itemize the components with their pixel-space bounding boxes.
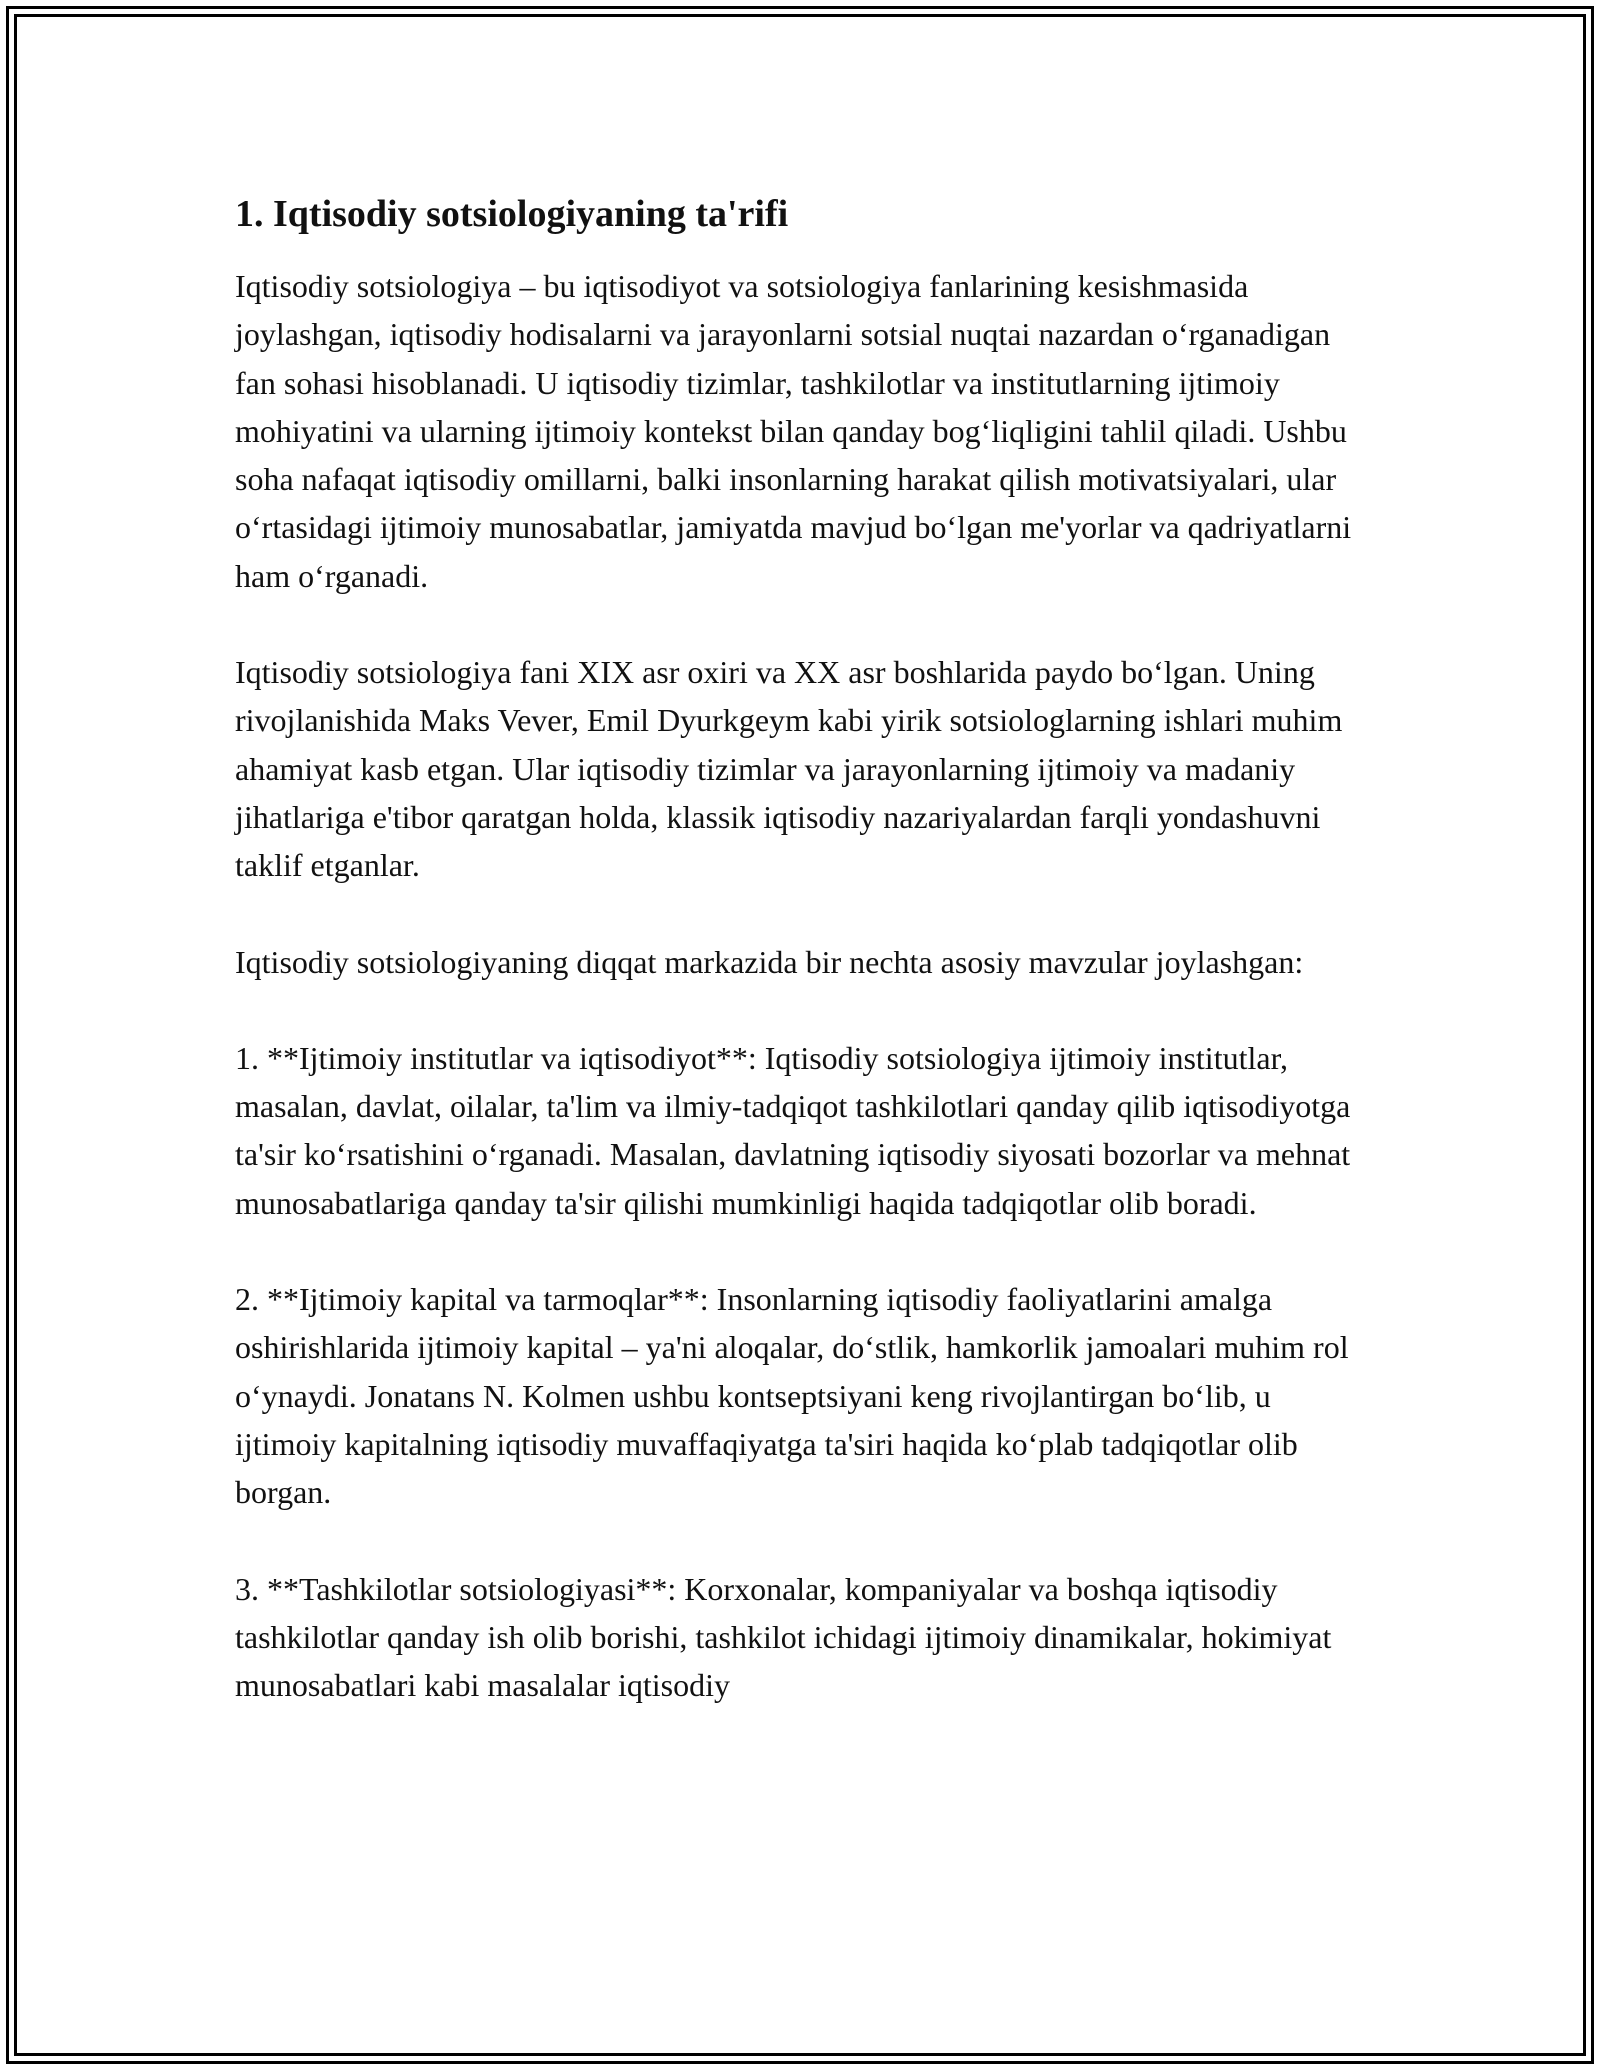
document-body (235, 188, 1365, 1757)
paragraph-history: Iqtisodiy sotsiologiya fani XIX asr oxiri va XX asr boshlarida paydo bo‘lgan. Uning rivojlanishida Maks Vever, Emil Dyurkgeym kabi yirik sotsiologlarning ishlari muhim ahamiyat kasb etgan. Ular iqtisodiy tizimlar va jarayonlarning ijtimoiy va madaniy jihatlariga e'tibor qaratgan holda, klassik iqtisodiy nazariyalardan farqli yondashuvni taklif etganlar. (235, 654, 1343, 884)
paragraph-definition: Iqtisodiy sotsiologiya – bu iqtisodiyot va sotsiologiya fanlarining kesishmasida joylashgan, iqtisodiy hodisalarni va jarayonlarni sotsial nuqtai nazardan o‘rganadigan fan sohasi hisoblanadi. U iqtisodiy tizimlar, tashkilotlar va institutlarning ijtimoiy mohiyatini va ularning ijtimoiy kontekst bilan qanday bog‘liqligini tahlil qiladi. Ushbu soha nafaqat iqtisodiy omillarni, balki insonlarning harakat qilish motivatsiyalari, ular o‘rtasidagi ijtimoiy munosabatlar, jamiyatda mavjud bo‘lgan me'yorlar va qadriyatlarni ham o‘rganadi. (235, 268, 1352, 594)
paragraph-topics-intro: Iqtisodiy sotsiologiyaning diqqat markazida bir nechta asosiy mavzular joylashgan: (235, 943, 1304, 980)
list-item-organizations: 3. **Tashkilotlar sotsiologiyasi**: Korxonalar, kompaniyalar va boshqa iqtisodiy tashkilotlar qanday ish olib borishi, tashkilot ichidagi ijtimoiy dinamikalar, hokimiyat munosabatlari kabi masalalar iqtisodiy (235, 1570, 1332, 1704)
list-item-institutions: 1. **Ijtimoiy institutlar va iqtisodiyot**: Iqtisodiy sotsiologiya ijtimoiy institutlar, masalan, davlat, oilalar, ta'lim va ilmiy-tadqiqot tashkilotlari qanday qilib iqtisodiyotga ta'sir ko‘rsatishini o‘rganadi. Masalan, davlatning iqtisodiy siyosati bozorlar va mehnat munosabatlariga qanday ta'sir qilishi mumkinligi haqida tadqiqotlar olib boradi. (235, 1039, 1351, 1221)
list-item-social-capital: 2. **Ijtimoiy kapital va tarmoqlar**: Insonlarning iqtisodiy faoliyatlarini amalga oshirishlarida ijtimoiy kapital – ya'ni aloqalar, do‘stlik, hamkorlik jamoalari muhim rol o‘ynaydi. Jonatans N. Kolmen ushbu kontseptsiyani keng rivojlantirgan bo‘lib, u ijtimoiy kapitalning iqtisodiy muvaffaqiyatga ta'siri haqida ko‘plab tadqiqotlar olib borgan. (235, 1281, 1349, 1511)
section-heading: 1. Iqtisodiy sotsiologiyaning ta'rifi (235, 193, 789, 235)
